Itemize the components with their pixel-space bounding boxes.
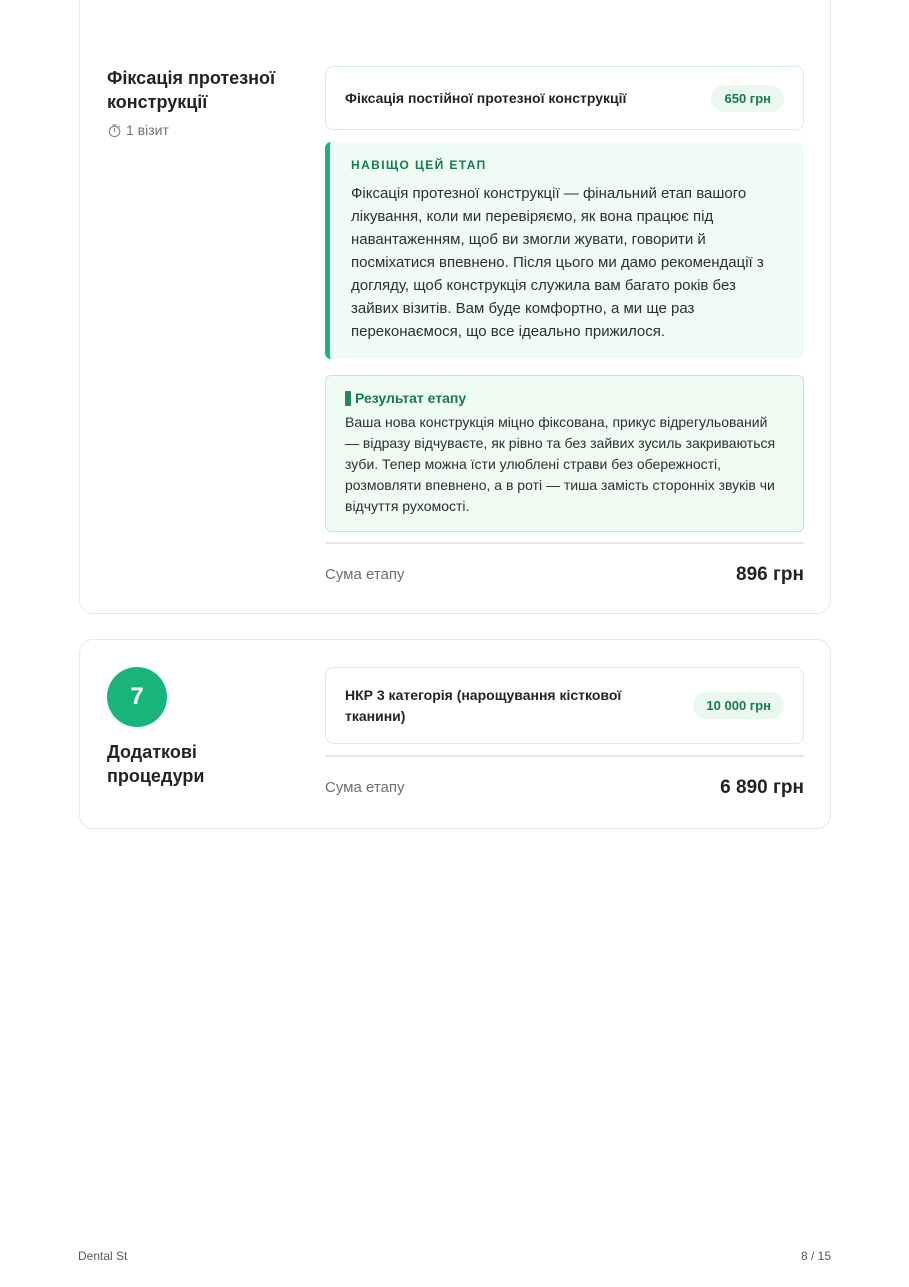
- result-marker-icon: [345, 391, 351, 406]
- stage-number-badge: 7: [107, 667, 167, 727]
- stage-info: [107, 667, 297, 788]
- why-stage-text: Фіксація протезної конструкції — фінальний етап вашого лікування, коли ми перевіряємо, як вона працює під навантаженням, щоб ви змогли жувати, говорити й посміхатися впевнено. Після цього ми дамо рекомендації з догляду, щоб конструкція служила вам багато років без зайвих візитів. Вам буде комфортно, а ми ще раз переконаємося, що все ідеально прижилося.: [351, 185, 764, 340]
- service-row: [325, 667, 804, 744]
- stage-info: [107, 66, 297, 138]
- stage-title: Фіксація протезної конструкції: [107, 68, 276, 112]
- stage-sum-label: Сума етапу: [325, 779, 405, 796]
- stage-sum-value: 896 грн: [736, 563, 804, 585]
- stage-details: [325, 667, 804, 807]
- service-price-badge: 650 грн: [711, 85, 784, 112]
- why-stage-heading: НАВІЩО ЦЕЙ ЕТАП: [351, 158, 487, 172]
- stage-card-fixation: [79, 0, 831, 614]
- stage-card-additional: [79, 639, 831, 829]
- service-row: [325, 66, 804, 130]
- footer-brand: Dental St: [78, 1249, 128, 1263]
- why-stage-block: [325, 142, 804, 359]
- service-name: НКР 3 категорія (нарощування кісткової тканини): [345, 686, 622, 724]
- stage-result-heading: [345, 390, 784, 406]
- stage-sum-row: [325, 542, 804, 605]
- visit-count: [107, 122, 297, 138]
- stopwatch-icon: [107, 123, 122, 138]
- stage-sum-label: Сума етапу: [325, 566, 405, 583]
- stage-result-heading-label: Результат етапу: [355, 390, 467, 406]
- footer-page-number: 8 / 15: [800, 1249, 831, 1263]
- service-price-badge: 10 000 грн: [693, 692, 784, 719]
- stage-result-block: [325, 375, 804, 532]
- stage-result-text: Ваша нова конструкція міцно фіксована, прикус відрегульований — відразу відчуваєте, як рівно та без зайвих зусиль закриваються зуби. Тепер можна їсти улюблені страви без обережності, розмовляти впевнено, а в роті — тиша замість сторонніх звуків чи відчуття рухомості.: [345, 414, 776, 514]
- visit-count-label: 1 візит: [126, 122, 169, 138]
- service-name: Фіксація постійної протезної конструкції: [345, 89, 627, 106]
- stage-sum-value: 6 890 грн: [720, 776, 804, 798]
- stage-sum-row: [325, 755, 804, 818]
- stage-title: Додаткові процедури: [107, 742, 205, 786]
- stage-details: [325, 66, 804, 616]
